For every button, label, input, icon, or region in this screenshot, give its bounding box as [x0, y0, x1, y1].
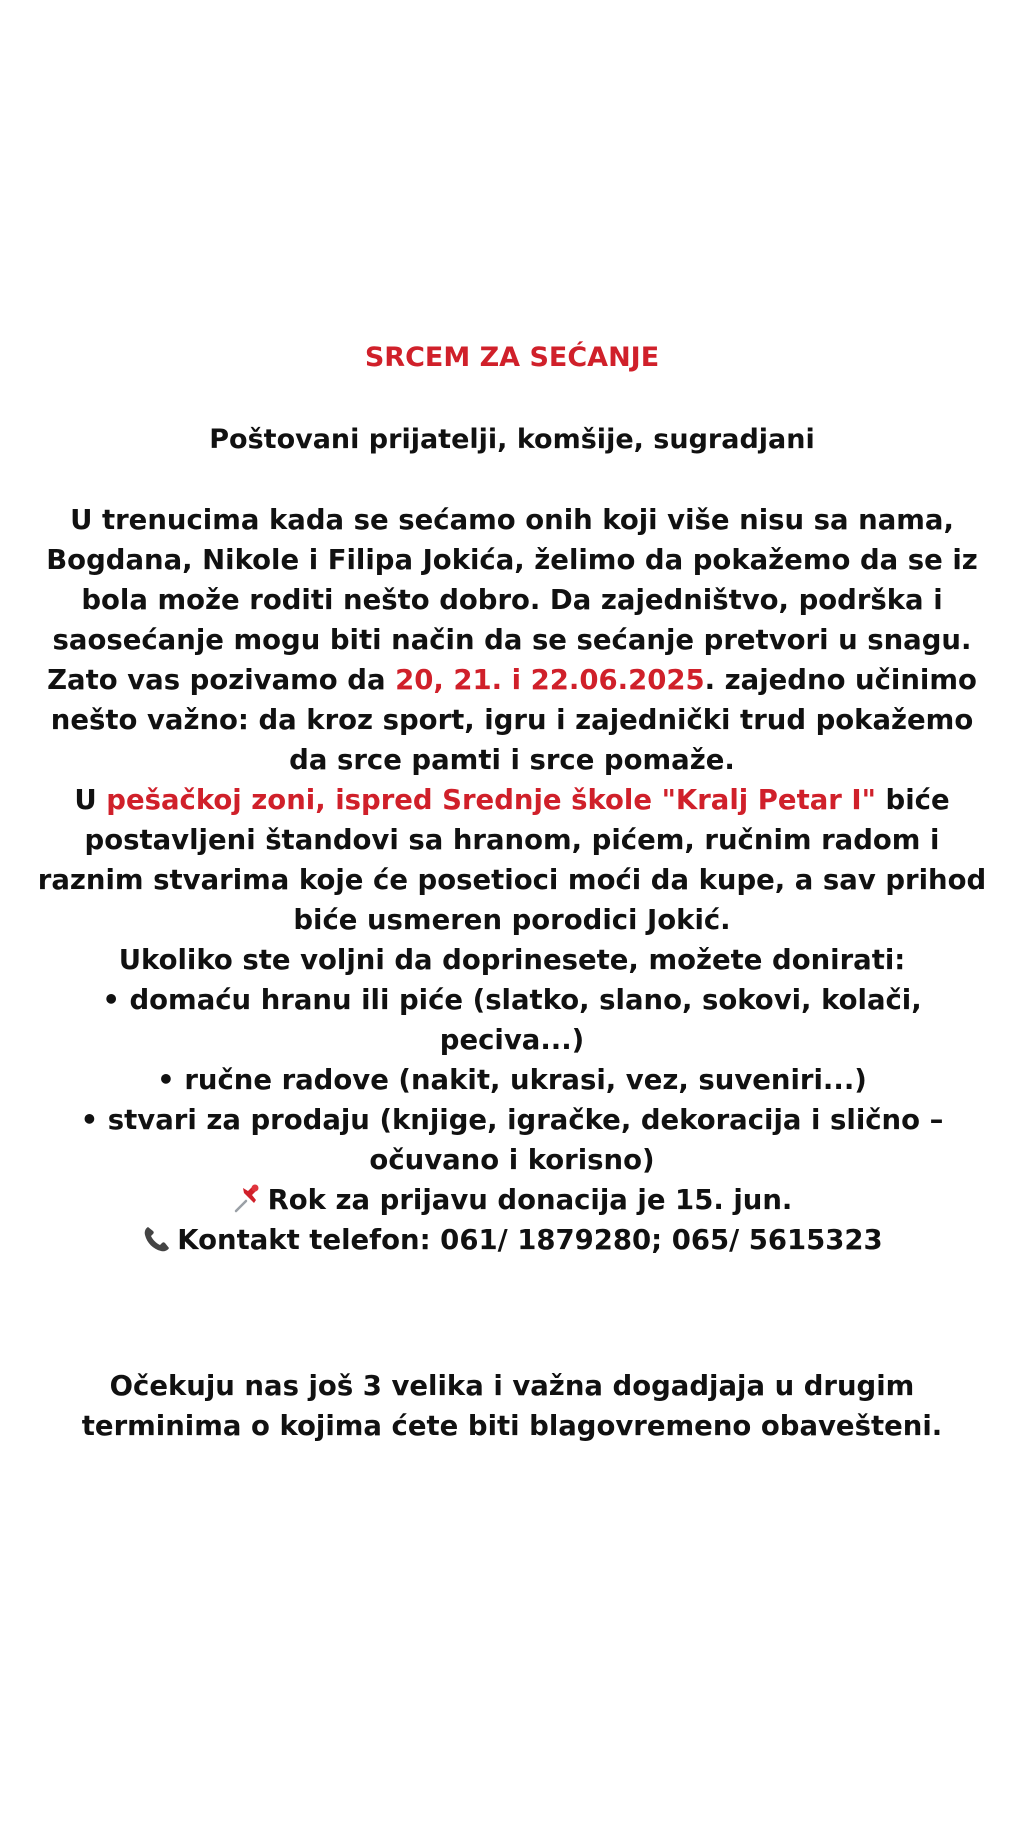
contact-line: [32, 1220, 992, 1260]
invite-paragraph: [32, 660, 992, 780]
donation-item: • ručne radove (nakit, ukrasi, vez, suveniri...): [157, 1064, 867, 1096]
greeting-line: Poštovani prijatelji, komšije, sugradjani: [209, 424, 815, 455]
invite-text-after: . zajedno učinimo nešto važno: da kroz sport, igru i zajednički trud pokažemo da srce pamti i srce pomaže.: [50, 664, 977, 776]
intro-paragraph: U trenucima kada se sećamo onih koji više nisu sa nama, Bogdana, Nikole i Filipa Jokića, želimo da pokažemo da se iz bola može roditi nešto dobro. Da zajedništvo, podrška i saosećanje mogu biti način da se sećanje pretvori u snagu.: [46, 504, 978, 656]
donation-item: • stvari za prodaju (knjige, igračke, dekoracija i slično – očuvano i korisno): [80, 1104, 944, 1176]
closing-paragraph: [32, 1366, 992, 1446]
closing-text: Očekuju nas još 3 velika i važna dogadjaja u drugim terminima o kojima ćete biti blagovremeno obavešteni.: [81, 1370, 943, 1442]
deadline-text: Rok za prijavu donacija je 15. jun.: [267, 1184, 793, 1216]
location-text-before: U: [74, 784, 107, 816]
invite-text-before: Zato vas pozivamo da: [47, 664, 396, 696]
location-text-after: biće postavljeni štandovi sa hranom, pićem, ručnim radom i raznim stvarima koje će posetioci moći da kupe, a sav prihod biće usmeren porodici Jokić.: [37, 784, 987, 936]
pushpin-icon: [232, 1183, 264, 1215]
deadline-line: [32, 1180, 992, 1220]
contact-text: Kontakt telefon: 061/ 1879280; 065/ 5615323: [177, 1224, 883, 1256]
donation-item: • domaću hranu ili piće (slatko, slano, sokovi, kolači, peciva...): [102, 984, 922, 1056]
location-paragraph: [32, 780, 992, 940]
announcement-title: SRCEM ZA SEĆANJE: [364, 342, 660, 373]
announcement-body: [32, 500, 992, 1260]
donate-intro: Ukoliko ste voljni da doprinesete, možete donirati:: [118, 944, 906, 976]
event-dates: 20, 21. i 22.06.2025: [395, 664, 705, 696]
telephone-icon: [141, 1223, 173, 1255]
event-location: pešačkoj zoni, ispred Srednje škole "Kralj Petar I": [106, 784, 876, 816]
